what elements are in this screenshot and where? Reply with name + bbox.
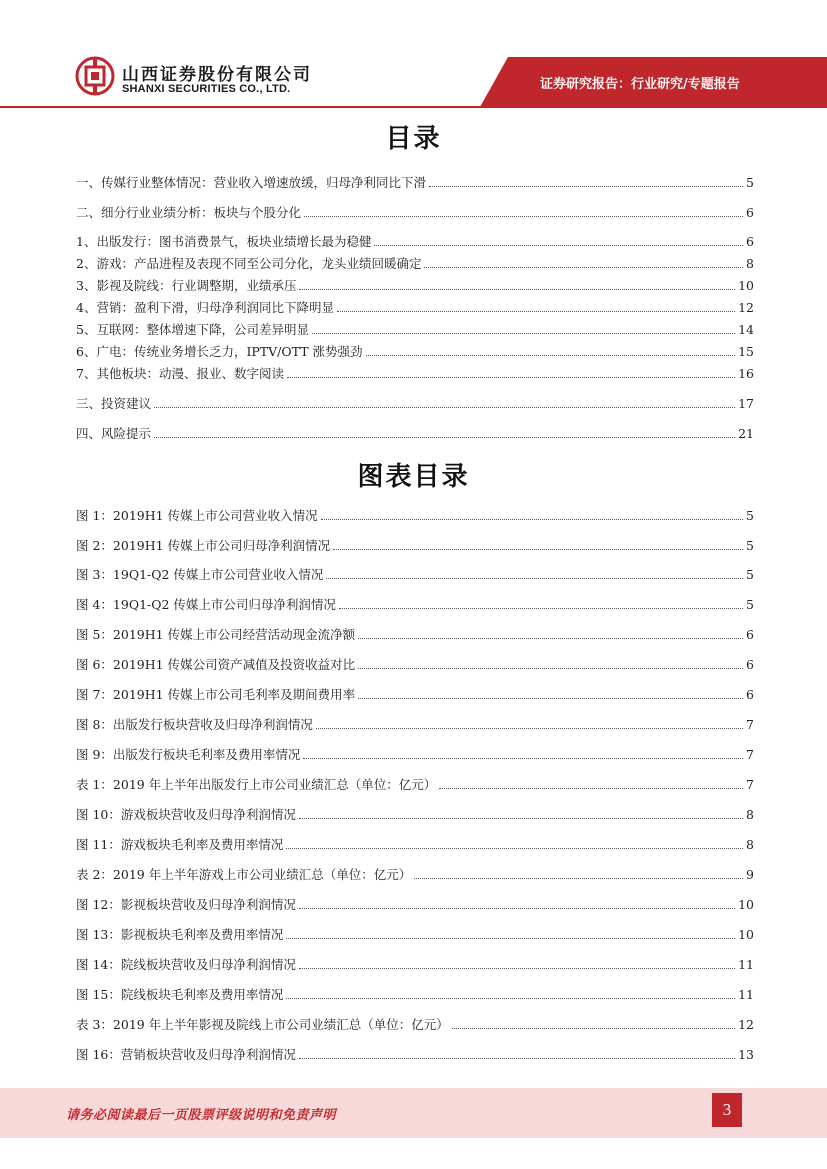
toc-entry-page: 6 [746,205,754,220]
figure-entry[interactable] [76,927,754,943]
figure-entry-text: 表 1：2019 年上半年出版发行上市公司业绩汇总（单位：亿元） [76,777,437,792]
figure-entry-text: 图 2：2019H1 传媒上市公司归母净利润情况 [76,538,331,553]
toc-title: 目录 [385,124,442,154]
toc-entry-text: 4、营销：盈利下滑，归母净利润同比下降明显 [76,300,334,315]
figure-entry-page: 6 [746,627,754,642]
leader-dots [414,877,743,879]
toc-entry-text: 5、互联网：整体增速下降，公司差异明显 [76,322,309,337]
company-name-cn: 山西证券股份有限公司 [122,65,312,85]
figure-entry-text: 图 14：院线板块营收及归母净利润情况 [76,957,296,972]
figure-entry-page: 11 [738,987,754,1002]
page-header [0,0,827,110]
figure-entry-text: 图 11：游戏板块毛利率及费用率情况 [76,837,284,852]
figure-entry-page: 10 [738,897,754,912]
toc-entry-page: 17 [738,396,754,411]
toc-entry[interactable] [76,300,754,316]
leader-dots [337,310,735,312]
figure-entry-page: 10 [738,927,754,942]
figure-entry-text: 图 13：影视板块毛利率及费用率情况 [76,927,284,942]
figure-entry[interactable] [76,957,754,973]
toc-entry-page: 12 [738,300,754,315]
toc-entry-page: 5 [746,175,754,190]
figure-entry-text: 表 2：2019 年上半年游戏上市公司业绩汇总（单位：亿元） [76,867,412,882]
figure-entry-page: 13 [738,1047,754,1062]
figure-entry-page: 8 [746,807,754,822]
toc-entry-text: 1、出版发行：图书消费景气，板块业绩增长最为稳健 [76,234,372,249]
company-name-en: SHANXI SECURITIES CO., LTD. [122,83,291,95]
figure-entry-text: 图 8：出版发行板块营收及归母净利润情况 [76,717,313,732]
figure-entry-text: 图 7：2019H1 传媒上市公司毛利率及期间费用率 [76,687,356,702]
figure-entry-page: 6 [746,687,754,702]
toc-entry[interactable] [76,256,754,272]
leader-dots [299,907,735,909]
leader-dots [452,1027,735,1029]
figure-entry-text: 图 9：出版发行板块毛利率及费用率情况 [76,747,301,762]
figure-entry[interactable] [76,867,754,883]
leader-dots [424,266,743,268]
figure-entry-text: 图 4：19Q1-Q2 传媒上市公司归母净利润情况 [76,597,336,612]
figure-entry-page: 5 [746,538,754,553]
leader-dots [358,697,743,699]
figure-entry-page: 5 [746,508,754,523]
figures-title: 图表目录 [357,462,470,492]
leader-dots [303,757,743,759]
leader-dots [299,967,735,969]
toc-entry-page: 16 [738,366,754,381]
leader-dots [321,518,743,520]
toc-entry[interactable] [76,175,754,191]
figure-entry[interactable] [76,807,754,823]
toc-entry[interactable] [76,322,754,338]
figure-entry-text: 图 1：2019H1 传媒上市公司营业收入情况 [76,508,318,523]
figure-entry[interactable] [76,717,754,733]
leader-dots [286,847,743,849]
page-footer [0,1088,827,1138]
figure-entry-text: 图 16：营销板块营收及归母净利润情况 [76,1047,296,1062]
disclaimer-notice: 请务必阅读最后一页股票评级说明和免责声明 [66,1108,337,1123]
toc-entry[interactable] [76,426,754,442]
figure-entry-page: 11 [738,957,754,972]
toc-entry-text: 2、游戏：产品进程及表现不同至公司分化，龙头业绩回暖确定 [76,256,422,271]
toc-entry-text: 3、影视及院线：行业调整期，业绩承压 [76,278,297,293]
figure-entry[interactable] [76,538,754,554]
toc-entry[interactable] [76,396,754,412]
toc-entry-text: 7、其他板块：动漫、报业、数字阅读 [76,366,284,381]
figure-entry-page: 7 [746,747,754,762]
figure-entry-text: 图 15：院线板块毛利率及费用率情况 [76,987,284,1002]
leader-dots [154,406,735,408]
figure-entry[interactable] [76,597,754,613]
toc-entry-text: 四、风险提示 [76,426,152,441]
figure-entry[interactable] [76,567,754,583]
figure-entry[interactable] [76,897,754,913]
leader-dots [316,727,743,729]
toc-entry-page: 6 [746,234,754,249]
toc-entry-text: 二、细分行业业绩分析：板块与个股分化 [76,205,302,220]
leader-dots [287,376,735,378]
leader-dots [326,577,743,579]
toc-entry-page: 10 [738,278,754,293]
leader-dots [312,332,735,334]
figure-entry-text: 图 6：2019H1 传媒公司资产减值及投资收益对比 [76,657,356,672]
figure-entry[interactable] [76,508,754,524]
leader-dots [299,1057,735,1059]
toc-entry-text: 三、投资建议 [76,396,152,411]
figure-entry-text: 表 3：2019 年上半年影视及院线上市公司业绩汇总（单位：亿元） [76,1017,449,1032]
leader-dots [304,215,743,217]
toc-entry-text: 一、传媒行业整体情况：营业收入增速放缓，归母净利同比下滑 [76,175,427,190]
toc-entry-text: 6、广电：传统业务增长乏力，IPTV/OTT 涨势强劲 [76,344,363,359]
figure-entry-page: 9 [746,867,754,882]
leader-dots [358,637,743,639]
toc-entry-page: 21 [738,426,754,441]
figure-entry[interactable] [76,747,754,763]
figure-entry[interactable] [76,1017,754,1033]
figure-entry[interactable] [76,627,754,643]
leader-dots [286,997,735,999]
toc-entry-page: 15 [738,344,754,359]
toc-entry[interactable] [76,344,754,360]
figure-entry[interactable] [76,837,754,853]
page-number: 3 [712,1093,742,1127]
toc-entry-page: 8 [746,256,754,271]
figure-entry-text: 图 12：影视板块营收及归母净利润情况 [76,897,296,912]
figure-entry-page: 12 [738,1017,754,1032]
leader-dots [358,667,743,669]
figure-entry-page: 7 [746,777,754,792]
figure-entry-page: 8 [746,837,754,852]
figure-entry-page: 5 [746,567,754,582]
leader-dots [286,937,735,939]
toc-entry[interactable] [76,278,754,294]
figure-entry-text: 图 10：游戏板块营收及归母净利润情况 [76,807,296,822]
figure-entry-page: 7 [746,717,754,732]
leader-dots [339,607,743,609]
leader-dots [299,288,735,290]
figure-entry-text: 图 5：2019H1 传媒上市公司经营活动现金流净额 [76,627,356,642]
figure-entry[interactable] [76,987,754,1003]
leader-dots [299,817,743,819]
report-type: 证券研究报告：行业研究/专题报告 [540,77,740,92]
toc-entry[interactable] [76,205,754,221]
company-logo-icon [75,56,115,96]
leader-dots [366,354,736,356]
figure-entry-text: 图 3：19Q1-Q2 传媒上市公司营业收入情况 [76,567,324,582]
leader-dots [154,436,735,438]
figure-entry-page: 6 [746,657,754,672]
figure-entry[interactable] [76,777,754,793]
toc-entry[interactable] [76,234,754,250]
figure-entry[interactable] [76,1047,754,1063]
leader-dots [374,244,743,246]
toc-entry[interactable] [76,366,754,382]
figure-entry[interactable] [76,657,754,673]
leader-dots [439,787,743,789]
toc-entry-page: 14 [738,322,754,337]
figure-entry-page: 5 [746,597,754,612]
figure-entry[interactable] [76,687,754,703]
leader-dots [333,548,743,550]
leader-dots [429,185,743,187]
